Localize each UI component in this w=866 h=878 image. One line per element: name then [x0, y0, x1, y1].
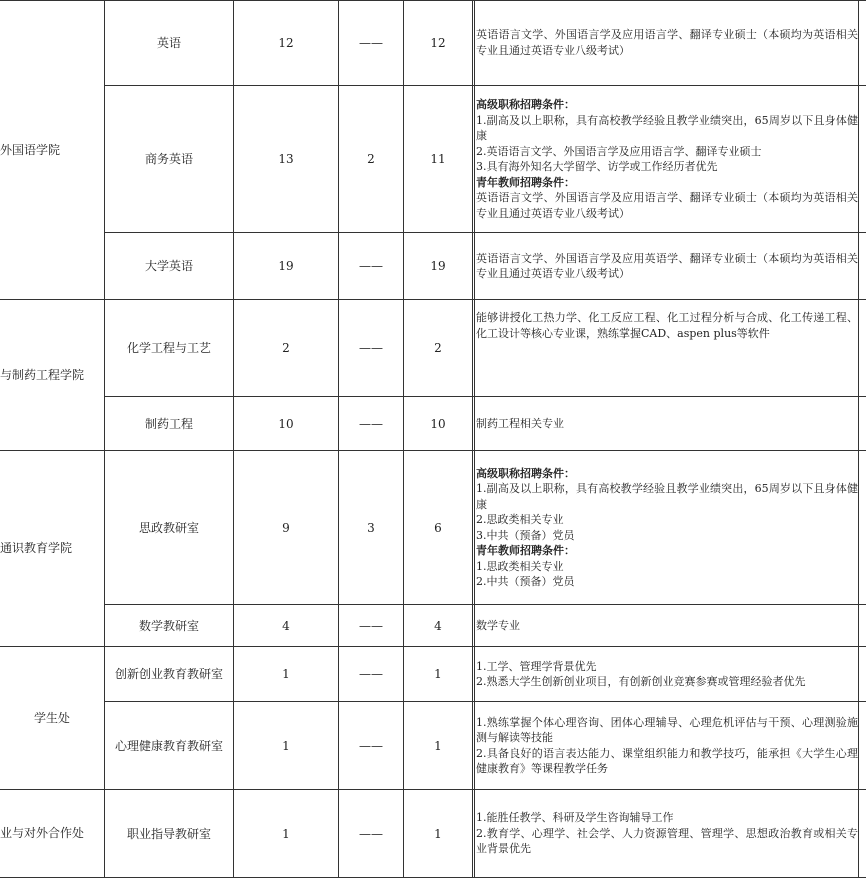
major-cell: 思政教研室: [138, 520, 199, 535]
senior-count: ——: [359, 416, 383, 431]
youth-count: 10: [430, 416, 446, 431]
requirement-line: 1.思政类相关专业: [476, 559, 564, 573]
college-cell: [0, 0, 104, 299]
grid-line: [474, 0, 475, 878]
college-name: 通识教育学院: [0, 541, 73, 555]
college-cell: [0, 789, 104, 877]
total-count: 1: [282, 667, 290, 681]
requirements-cell: [476, 790, 858, 877]
youth-count: 2: [434, 341, 442, 355]
requirements-cell: [476, 702, 858, 789]
senior-count: 3: [367, 520, 375, 535]
youth-count: 6: [434, 520, 442, 535]
requirement-heading: 青年教师招聘条件：: [476, 175, 575, 189]
youth-count: 4: [434, 618, 442, 633]
requirement-line: 2.思政类相关专业: [476, 513, 564, 526]
requirements-cell: [476, 86, 858, 232]
requirement-line: 数学专业: [476, 618, 520, 632]
total-count: 12: [278, 35, 294, 50]
senior-count: ——: [359, 35, 383, 50]
requirement-line: 1.能胜任教学、科研及学生咨询辅导工作: [476, 811, 674, 825]
major-cell: 英语: [156, 35, 181, 50]
requirement-heading: 高级职称招聘条件：: [476, 98, 575, 111]
total-count: 13: [278, 152, 294, 166]
total-count: 2: [282, 341, 290, 355]
grid-line: [858, 0, 859, 878]
major-cell: 职业指导教研室: [126, 826, 211, 841]
total-count: 19: [278, 259, 294, 273]
college-name: 业与对外合作处: [0, 826, 85, 840]
senior-count: ——: [359, 667, 383, 681]
college-cell: [0, 646, 104, 789]
requirement-line: 能够讲授化工热力学、化工反应工程、化工过程分析与合成、化工传递工程、化工设计等核心专业课，熟练掌握CAD、aspen plus等软件: [476, 311, 858, 340]
requirement-line: 2.具备良好的语言表达能力、课堂组织能力和教学技巧，能承担《大学生心理健康教育》等课程教学任务: [476, 746, 858, 775]
requirement-line: 英语语言文学、外国语言学及应用语言学、翻译专业硕士（本硕均为英语相关专业且通过英语专业八级考试）: [476, 28, 858, 57]
youth-count: 1: [434, 826, 442, 841]
senior-count: ——: [359, 826, 383, 841]
major-cell: 化学工程与工艺: [126, 341, 211, 355]
requirement-line: 1.工学、管理学背景优先: [476, 659, 597, 673]
total-count: 1: [282, 738, 290, 753]
requirements-cell: [476, 397, 858, 450]
requirement-line: 1.副高及以上职称，具有高校教学经验且教学业绩突出，65周岁以下且身体健康: [476, 113, 858, 142]
senior-count: ——: [359, 259, 383, 273]
senior-count: ——: [359, 618, 383, 633]
major-cell: 创新创业教育教研室: [114, 667, 223, 681]
requirement-heading: 高级职称招聘条件：: [476, 466, 575, 480]
college-cell: [0, 299, 104, 450]
major-cell: 大学英语: [144, 259, 193, 273]
college-name: 学生处: [33, 710, 70, 725]
requirements-cell: [476, 451, 858, 604]
major-cell: 制药工程: [144, 416, 193, 431]
major-cell: 心理健康教育教研室: [114, 738, 223, 753]
requirements-cell: [476, 0, 858, 85]
college-cell: [0, 450, 104, 646]
requirement-line: 3.具有海外知名大学留学、访学或工作经历者优先: [476, 160, 718, 173]
requirement-line: 3.中共（预备）党员: [476, 528, 575, 542]
requirement-line: 英语语言文学、外国语言学及应用英语学、翻译专业硕士（本硕均为英语相关专业且通过英语专业八级考试）: [476, 251, 858, 280]
youth-count: 1: [434, 667, 442, 681]
total-count: 1: [282, 826, 290, 841]
grid-line: [472, 0, 473, 878]
requirements-cell: [476, 233, 858, 299]
youth-count: 1: [434, 738, 442, 753]
major-cell: 商务英语: [144, 152, 193, 166]
requirements-cell: [476, 605, 858, 646]
requirement-line: 2.教育学、心理学、社会学、人力资源管理、管理学、思想政治教育或相关专业背景优先: [476, 826, 858, 856]
requirements-cell: [476, 310, 858, 370]
total-count: 10: [278, 416, 294, 431]
youth-count: 19: [430, 259, 446, 273]
senior-count: ——: [359, 341, 383, 355]
youth-count: 12: [430, 35, 446, 50]
youth-count: 11: [430, 152, 446, 166]
total-count: 9: [282, 520, 290, 535]
college-name: 与制药工程学院: [0, 367, 85, 382]
requirement-line: 2.英语语言文学、外国语言学及应用语言学、翻译专业硕士: [476, 144, 762, 158]
major-cell: 数学教研室: [138, 618, 199, 633]
requirements-cell: [476, 647, 858, 701]
requirement-line: 1.熟练掌握个体心理咨询、团体心理辅导、心理危机评估与干预、心理测验施测与解读等技能: [476, 715, 858, 744]
requirement-heading: 青年教师招聘条件：: [476, 544, 575, 557]
requirement-line: 2.中共（预备）党员: [476, 575, 575, 588]
college-name: 外国语学院: [0, 142, 61, 157]
senior-count: ——: [359, 738, 383, 753]
senior-count: 2: [367, 152, 375, 166]
total-count: 4: [282, 618, 290, 633]
requirement-line: 2.熟悉大学生创新创业项目，有创新创业竞赛参赛或管理经验者优先: [476, 675, 806, 688]
requirement-line: 制药工程相关专业: [476, 416, 564, 430]
requirement-line: 英语语言文学、外国语言学及应用语言学、翻译专业硕士（本硕均为英语相关专业且通过英语专业八级考试）: [476, 191, 858, 220]
requirement-line: 1.副高及以上职称，具有高校教学经验且教学业绩突出，65周岁以下且身体健康: [476, 482, 858, 511]
